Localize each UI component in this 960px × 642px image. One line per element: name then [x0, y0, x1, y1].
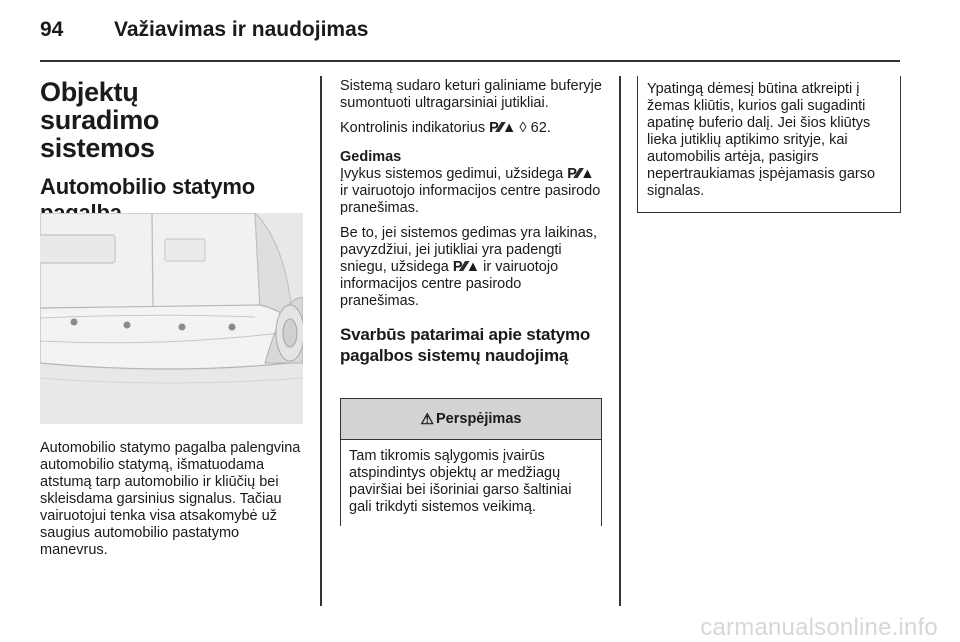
column-1 — [40, 78, 304, 226]
page-reference-link[interactable]: ◊ 62. — [515, 120, 551, 136]
intro-paragraph: Automobilio statymo pagalba palengvina automobilio statymą, išmatuodama atstumą tarp automobilio ir kliūčių bei skleisdama garsinius signalus. Tačiau vairuotojui tenka visa atsakomybė už saugius automobilio pastatymo manevrus. — [40, 440, 301, 558]
page-header — [40, 18, 368, 48]
section-title: Objektų suradimo sistemos — [40, 77, 160, 163]
rear-bumper-sensors-icon — [40, 213, 303, 424]
warning-box — [340, 398, 602, 526]
header-rule — [40, 60, 900, 62]
warning-icon: ⚠ — [420, 411, 434, 428]
parking-indicator-icon: P⁄⁄⁄▲ — [567, 166, 594, 182]
fault-text-suffix: ir vairuotojo informacijos centre pasirodo pranešimas. — [340, 183, 601, 216]
column-2 — [340, 78, 602, 366]
indicator-paragraph — [340, 120, 602, 137]
tips-heading: Svarbūs patarimai apie statymo pagalbos sistemų naudojimą — [340, 325, 591, 365]
indicator-text: Kontrolinis indikatorius — [340, 120, 490, 136]
parking-indicator-icon: P⁄⁄⁄▲ — [489, 120, 516, 136]
temporary-fault-paragraph — [340, 225, 602, 310]
note-box — [637, 76, 901, 213]
fault-text-prefix: Įvykus sistemos gedimui, užsidega — [340, 166, 568, 182]
temp-fault-suffix: ir vairuotojo informacijos centre pasirodo pranešimas. — [340, 259, 559, 309]
column-1-body — [40, 440, 310, 559]
warning-header — [341, 398, 601, 440]
chapter-title: Važiavimas ir naudojimas — [114, 18, 369, 41]
temp-fault-prefix: Be to, jei sistemos gedimas yra laikinas, pavyzdžiui, jei jutikliai yra padengti sniegu, užsidega — [340, 225, 598, 275]
parking-indicator-icon: P⁄⁄⁄▲ — [452, 259, 480, 275]
fault-heading: Gedimas — [340, 149, 402, 165]
page-number: 94 — [40, 18, 64, 41]
warning-body — [341, 440, 601, 526]
column-divider-2 — [619, 76, 621, 606]
subsection-title: Automobilio statymo — [40, 174, 255, 199]
sensors-paragraph: Sistemą sudaro keturi galiniame buferyje sumontuoti ultragarsiniai jutikliai. — [340, 78, 602, 111]
fault-paragraph — [340, 166, 602, 217]
warning-text: Tam tikromis sąlygomis įvairūs atspindintys objektų ar medžiagų paviršiai bei išoriniai garso šaltiniai gali trikdyti sistemos veikimą. — [349, 448, 572, 515]
watermark: carmanualsonline.info — [700, 614, 938, 641]
column-divider-1 — [320, 76, 322, 606]
note-text: Ypatingą dėmesį būtina atkreipti į žemas kliūtis, kurios gali sugadinti apatinę buferio dalį. Jei šios kliūtys lieka jutiklių aptikimo srityje, kai automobilis artėja, pasigirs nepertraukiamas įspėjamasis garso signalas. — [647, 81, 876, 199]
rear-bumper-sensors-illustration — [40, 213, 303, 424]
warning-title: Perspėjimas — [436, 411, 522, 427]
